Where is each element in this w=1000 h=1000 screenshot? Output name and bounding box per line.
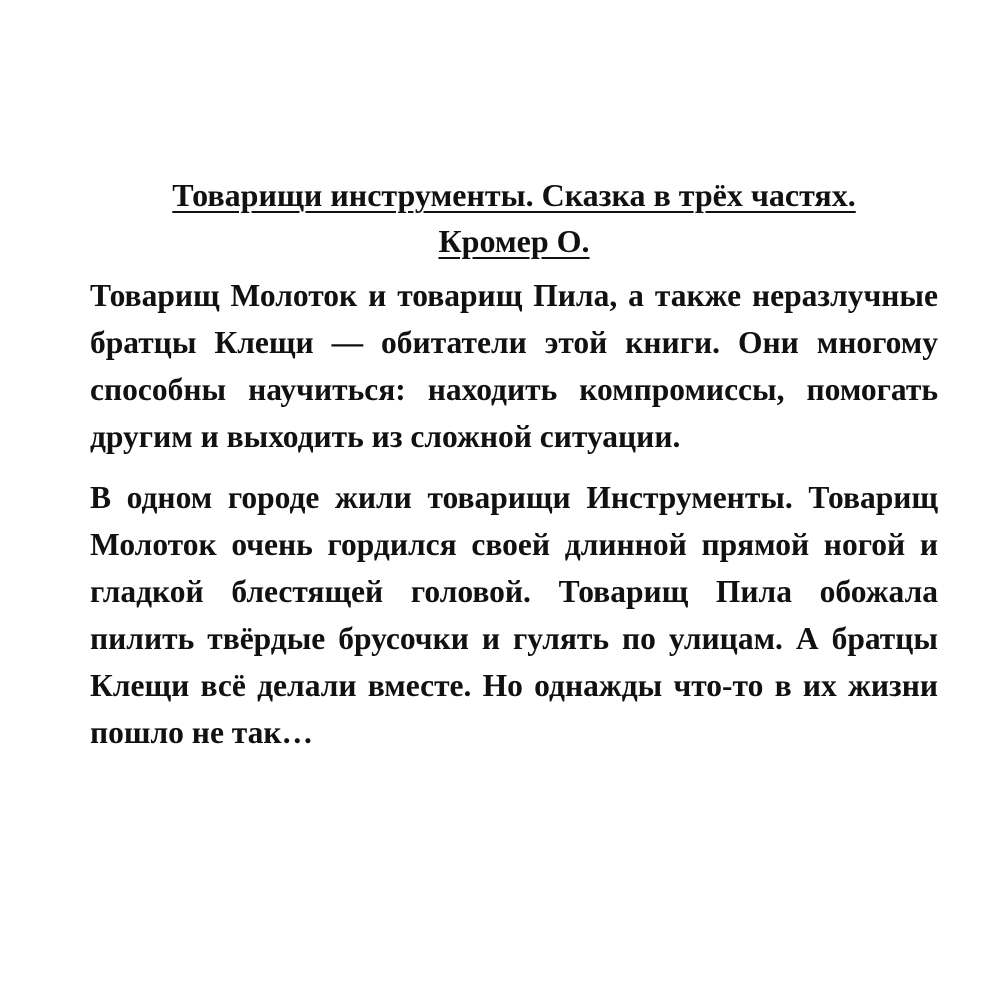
document-title: Товарищи инструменты. Сказка в трёх частях. Кромер О. [172,177,856,259]
paragraph-story: В одном городе жили товарищи Инструменты. Товарищ Молоток очень гордился своей длинной прямой ногой и гладкой блестящей головой. Товарищ Пила обожала пилить твёрдые брусочки и гулять по улицам. А братцы Клещи всё делали вместе. Но однажды что-то в их жизни пошло не так… [90,480,938,750]
paragraph-intro: Товарищ Молоток и товарищ Пила, а также неразлучные братцы Клещи — обитатели этой книги. Они многому способны научиться: находить компромиссы, помогать другим и выходить из сложной ситуации. [90,278,938,454]
document-page [90,172,938,756]
